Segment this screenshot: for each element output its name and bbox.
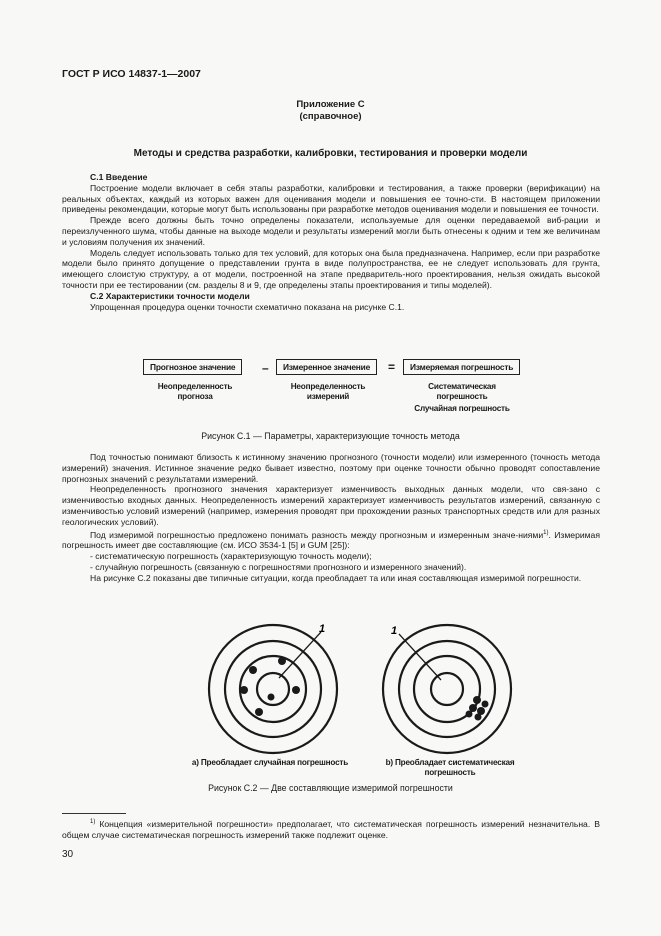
figure-c2b-caption-line2: погрешность	[424, 768, 476, 777]
hit-point	[475, 714, 482, 721]
figure-c1-caption: Рисунок С.1 — Параметры, характеризующие точность метода	[201, 431, 460, 441]
figure-c1	[0, 0, 661, 440]
footnote	[62, 817, 600, 841]
accuracy-paragraph: Под точностью понимают близость к истинному значению прогнозного (точности модели) или измеренного (точность метода измерений) значения. Истинное значение редко бывает известно, поэтому при оценке точности обычно проводят сопоставление прогнозных значений с результатами измерений.	[62, 452, 600, 484]
measurable-error-paragraph	[62, 528, 600, 551]
target-b-ring-inner	[431, 673, 463, 705]
target-a-ring-outer	[209, 625, 337, 753]
measurable-error-text-b: . Измеримая погрешность имеет две составляющие (см. ИСО 3534-1 [5] и GUM [25]):	[62, 529, 600, 551]
minus-sign: –	[262, 361, 269, 375]
hit-point	[292, 686, 300, 694]
appendix-title: Приложение С	[296, 99, 365, 110]
footnote-mark: 1)	[90, 819, 96, 825]
section-title: Методы и средства разработки, калибровки, тестирования и проверки модели	[133, 148, 528, 159]
c2-paragraph-1: Упрощенная процедура оценки точности схематично показана на рисунке С.1.	[90, 301, 405, 312]
prediction-uncertainty-label: Неопределенность прогноза	[157, 382, 233, 401]
hit-point	[255, 708, 263, 716]
c1-paragraph-3: Модель следует использовать только для тех условий, для которых она была предназначена. Например, если при разработке модели было принято допущение о представлении грунта в виде полупространства, ее не следует использовать для грунта, имеющего слоистую структуру, а от модели, построенной на этапе предваритель-ного проектирования, нельзя ожидать высокой точности при ее тестировании (см. разделы 8 и 9, где определены этапы проектирования и типы моделей).	[62, 247, 600, 290]
target-a	[209, 625, 337, 753]
measurement-uncertainty-label: Неопределенность измерений	[290, 382, 366, 401]
measured-error-box: Измеряемая погрешность	[403, 359, 520, 375]
systematic-error-label: Систематическая погрешность	[428, 382, 496, 401]
footnote-ref: 1)	[543, 529, 549, 536]
hit-point	[240, 686, 248, 694]
hit-point	[249, 666, 257, 674]
random-error-label: Случайная погрешность	[414, 404, 510, 413]
target-b	[383, 625, 511, 753]
footnote-text: Концепция «измерительной погрешности» предполагает, что систематическая погрешность измерений незначительна. В общем случае систематическая погрешность измерений также подлежит оценке.	[62, 818, 600, 840]
target-b-marker: 1	[391, 625, 398, 637]
figure-c2-caption: Рисунок С.2 — Две составляющие измеримой погрешности	[208, 783, 453, 793]
target-a-ring-inner	[257, 673, 289, 705]
target-b-leader-line	[399, 634, 441, 680]
document-header: ГОСТ Р ИСО 14837-1—2007	[62, 68, 201, 80]
list-item-random: - случайную погрешность (связанную с погрешностями прогнозного и измеренного значений).	[90, 561, 467, 572]
figure-c2a-caption: а) Преобладает случайная погрешность	[191, 758, 349, 767]
measured-value-box: Измеренное значение	[276, 359, 377, 375]
hit-point	[482, 701, 489, 708]
list-item-systematic: - систематическую погрешность (характеризующую точность модели);	[90, 551, 372, 562]
c1-heading: С.1 Введение	[90, 172, 148, 182]
hit-point	[278, 657, 286, 665]
target-b-ring-outer	[383, 625, 511, 753]
hit-point	[473, 696, 481, 704]
uncertainty-paragraph: Неопределенность прогнозного значения характеризует изменчивость выходных данных модели, что свя-зано с изменчивостью входных данных. Неопределенность измерений характеризует изменчивость результатов измерений, связанную с изменчивостью условий измерений (например, измерения проводят при прохождении разных транспортных средств или для разных геологических условий).	[62, 484, 600, 527]
figure-c2-intro: На рисунке С.2 показаны две типичные ситуации, когда преобладает та или иная составляющая измеримой погрешности.	[90, 572, 582, 583]
body-section-2	[62, 452, 600, 583]
c2-heading: С.2 Характеристики точности модели	[90, 290, 250, 301]
target-a-marker: 1	[319, 623, 326, 635]
page-number: 30	[62, 849, 74, 860]
equals-sign: =	[388, 360, 396, 374]
predicted-value-box: Прогнозное значение	[143, 359, 242, 375]
hit-point	[466, 711, 473, 718]
hit-point	[268, 694, 275, 701]
footnote-divider	[62, 813, 126, 814]
c1-paragraph-2: Прежде всего должны быть точно определены показатели, используемые для оценки передаваемой виб-рации и переизлученного шума, чтобы данные на выходе модели и результаты измерений могли быть отнесены к одним и тем же величинам и условиям получения их значений.	[62, 215, 600, 247]
appendix-note: (справочное)	[299, 111, 362, 122]
figure-c2-targets	[195, 618, 515, 758]
c1-paragraph-1: Построение модели включает в себя этапы разработки, калибровки и тестирования, а также проверки (верификации) на реальных объектах, каждый из которых важен для оценивания модели и повышения ее точно-сти. В настоящем приложении приведены рекомендации, которые могут быть использованы при разработке методов оценивания модели и повышения ее точности.	[62, 182, 600, 215]
measurable-error-text-a: Под измеримой погрешностью предложено понимать разность между прогнозным и измеренным значе-ниями	[90, 529, 544, 540]
figure-c2b-caption-line1: b) Преобладает систематическая	[385, 758, 515, 767]
